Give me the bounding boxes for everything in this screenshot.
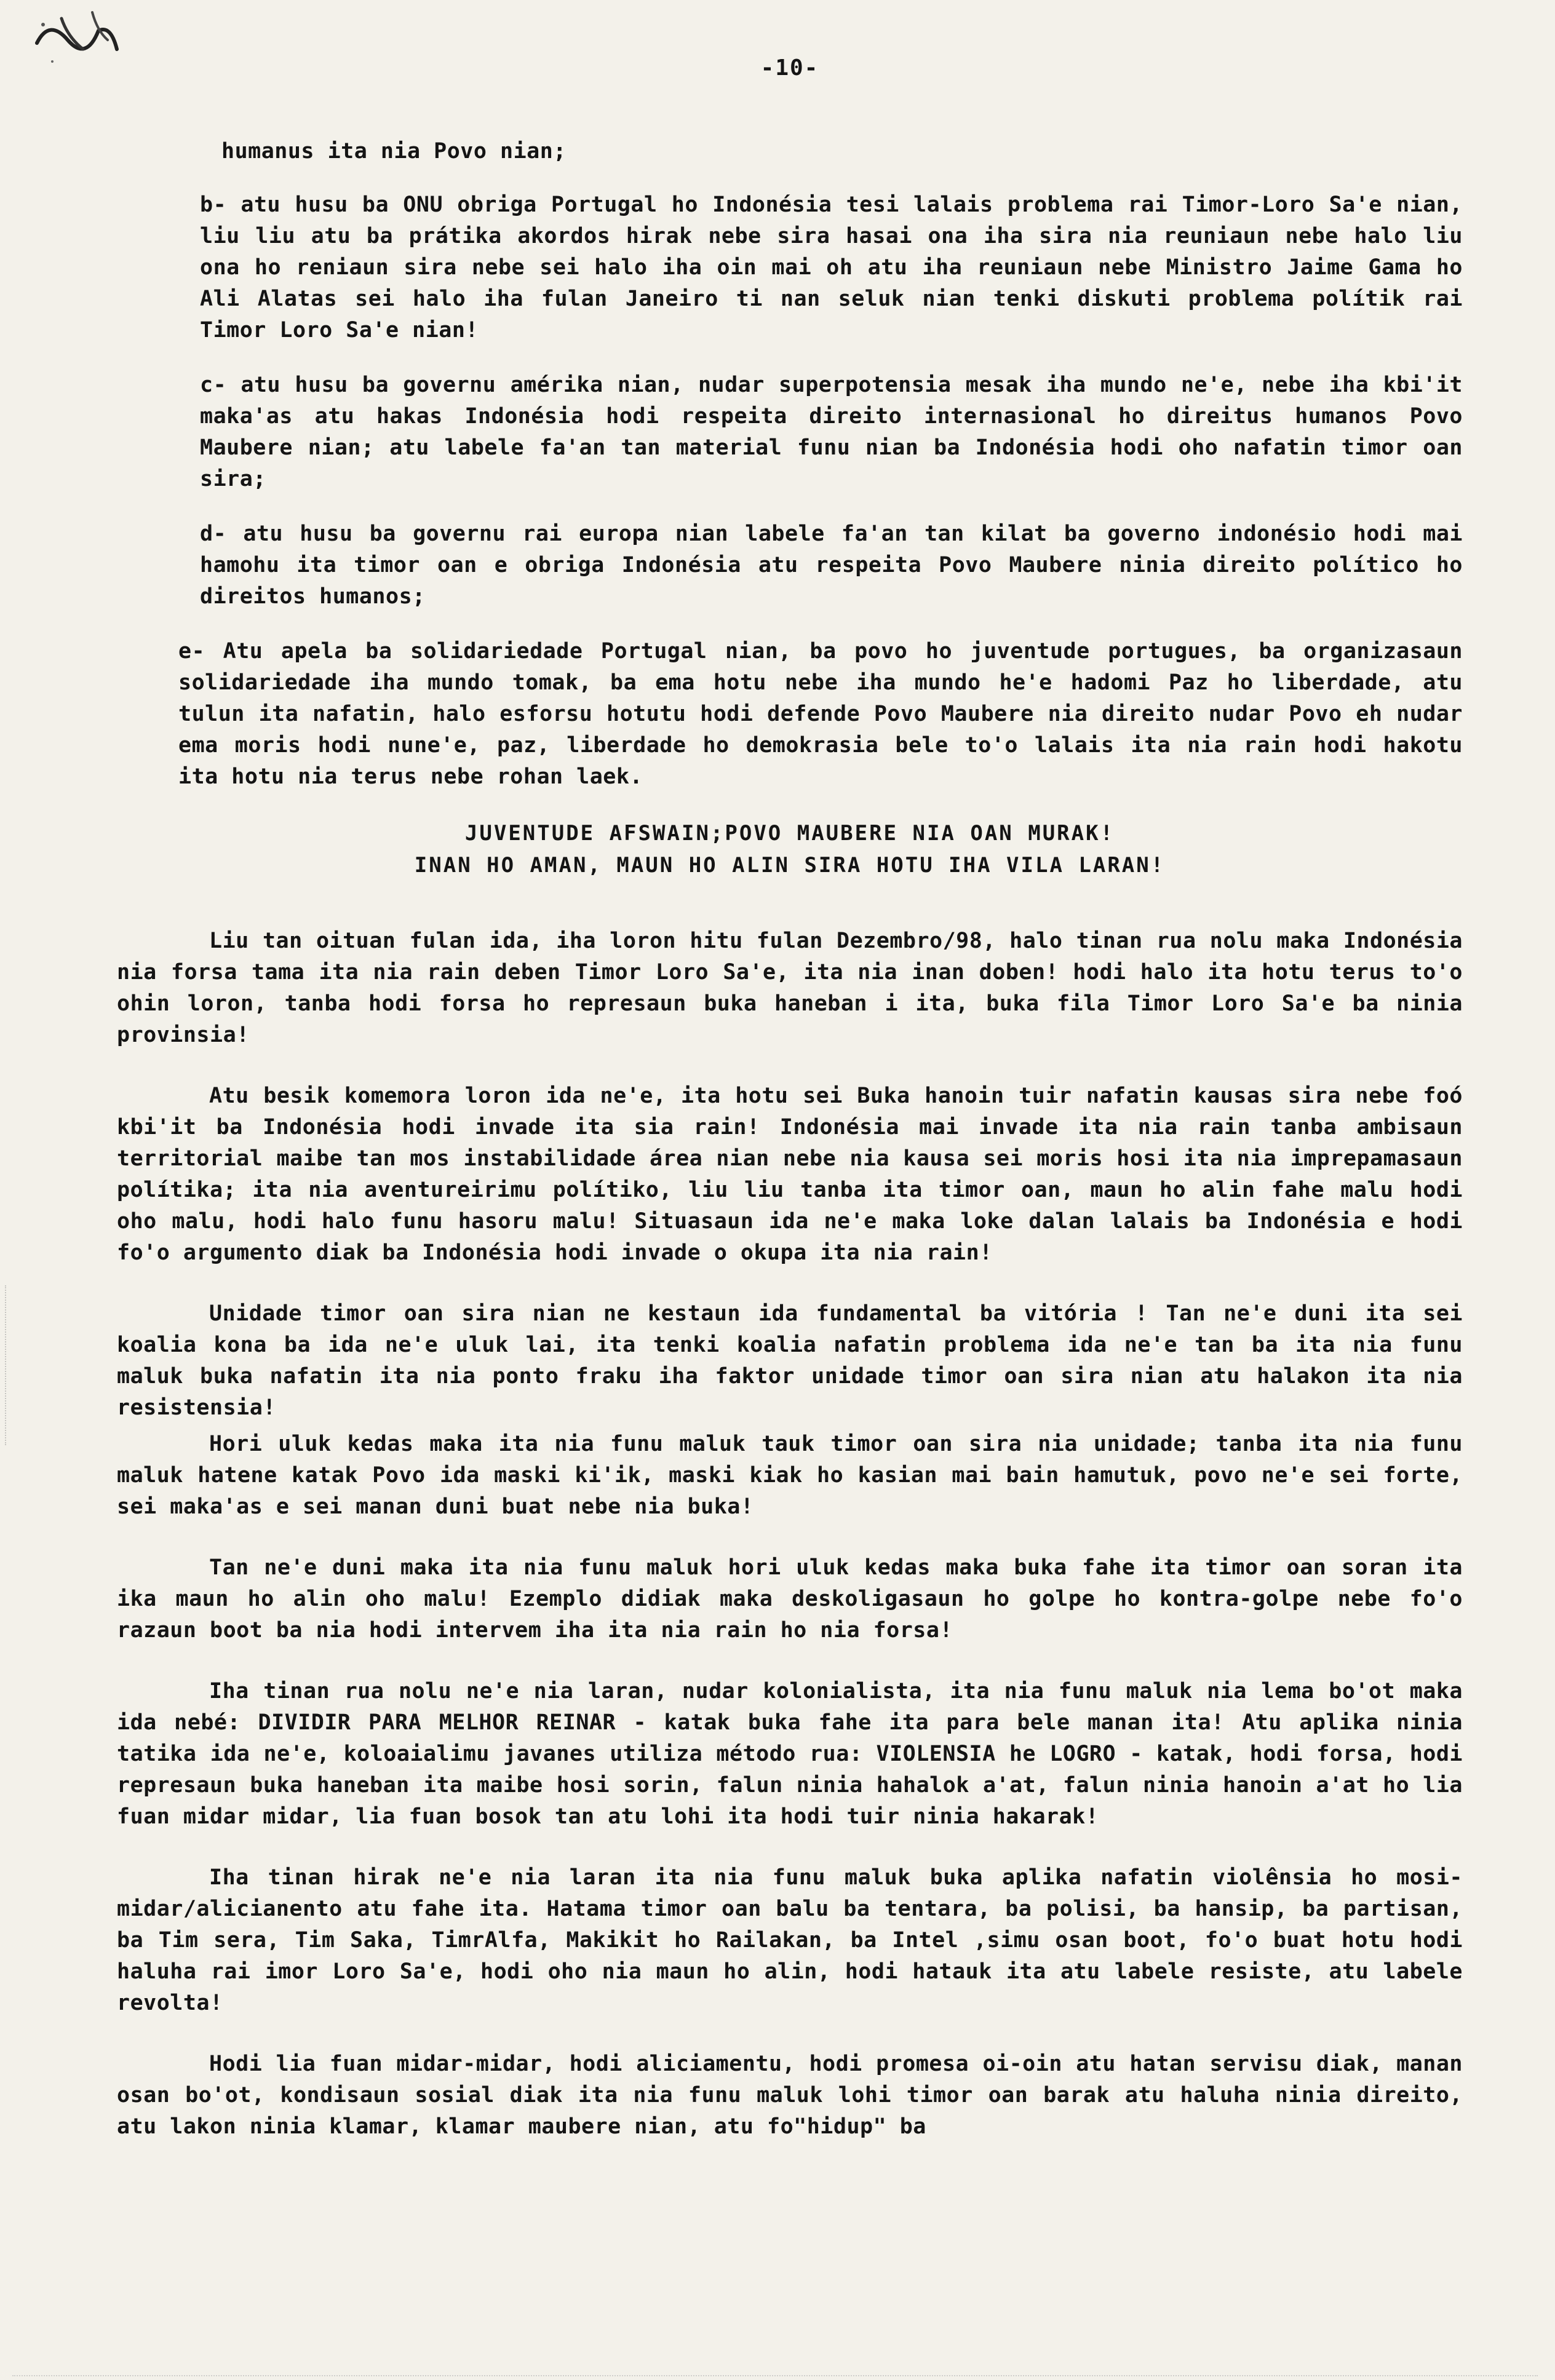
- heading-line-2: INAN HO AMAN, MAUN HO ALIN SIRA HOTU IHA VILA LARAN!: [414, 853, 1166, 878]
- body-paragraph-5: Tan ne'e duni maka ita nia funu maluk hori uluk kedas maka buka fahe ita timor oan soran ita ika maun ho alin oho malu! Ezemplo didiak maka deskoligasaun ho golpe ho kontra-golpe nebe fo'o razaun boot ba nia hodi intervem iha ita nia rain ho nia forsa!: [117, 1555, 1463, 1643]
- body-paragraph-1: Liu tan oituan fulan ida, iha loron hitu fulan Dezembro/98, halo tinan rua nolu maka Indonésia nia forsa tama ita nia rain deben Timor Loro Sa'e, ita nia inan doben! hodi halo ita hotu terus to'o ohin loron, tanba hodi forsa ho represaun buka haneban i ita, buka fila Timor Loro Sa'e ba ninia provinsia!: [117, 929, 1463, 1047]
- intro-line: humanus ita nia Povo nian;: [221, 139, 567, 164]
- handwritten-ink-mark-icon: [25, 6, 135, 74]
- scan-edge-speckle: [5, 1285, 43, 1445]
- list-item-c: c- atu husu ba governu amérika nian, nudar superpotensia mesak iha mundo ne'e, nebe iha kbi'it maka'as atu hakas Indonésia hodi respeita direito internasional ho direitus humanos Povo Maubere nian; atu labele fa'an tan material funu nian ba Indonésia hodi oho nafatin timor oan sira;: [200, 373, 1463, 491]
- list-item-e: e- Atu apela ba solidariedade Portugal nian, ba povo ho juventude portugues, ba organizasaun solidariedade iha mundo tomak, ba ema hotu nebe iha mundo he'e hadomi Paz ho liberdade, atu tulun ita nafatin, halo esforsu hotutu hodi defende Povo Maubere nia direito nudar Povo eh nudar ema moris hodi nune'e, paz, liberdade ho demokrasia bele to'o lalais ita nia rain hodi hakotu ita hotu nia terus nebe rohan laek.: [178, 639, 1463, 789]
- body-paragraph-2: Atu besik komemora loron ida ne'e, ita hotu sei Buka hanoin tuir nafatin kausas sira nebe foó kbi'it ba Indonésia hodi invade ita sia rain! Indonésia mai invade ita nia rain tanba ambisaun territorial maibe tan mos instabilidade área nian nebe nia kausa sei moris hosi ita nia imprepamasaun polítika; ita nia aventureirimu polítiko, liu liu tanba ita timor oan, maun ho alin fahe malu hodi oho malu, hodi halo funu hasoru malu! Situasaun ida ne'e maka loke dalan lalais ba Indonésia e hodi fo'o argumento diak ba Indonésia hodi invade o okupa ita nia rain!: [117, 1084, 1463, 1265]
- body-paragraph-3: Unidade timor oan sira nian ne kestaun ida fundamental ba vitória ! Tan ne'e duni ita sei koalia kona ba ida ne'e uluk lai, ita tenki koalia nafatin problema ida ne'e tan ba ita nia funu maluk buka nafatin ita nia ponto fraku iha faktor unidade timor oan sira nian atu halakon ita nia resistensia!: [117, 1301, 1463, 1420]
- list-item-b: b- atu husu ba ONU obriga Portugal ho Indonésia tesi lalais problema rai Timor-Loro Sa'e nian, liu liu atu ba prátika akordos hirak nebe sira hasai ona iha sira nia reuniaun nebe halo liu ona ho reniaun sira nebe sei halo iha oin mai oh atu iha reuniaun nebe Ministro Jaime Gama ho Ali Alatas sei halo iha fulan Janeiro ti nan seluk nian tenki diskuti problema polítik rai Timor Loro Sa'e nian!: [200, 192, 1463, 343]
- section-heading: [117, 817, 1463, 881]
- body-paragraph-7: Iha tinan hirak ne'e nia laran ita nia funu maluk buka aplika nafatin violênsia ho mosi-midar/alicianento atu fahe ita. Hatama timor oan balu ba tentara, ba polisi, ba hansip, ba partisan, ba Tim sera, Tim Saka, TimrAlfa, Makikit ho Railakan, ba Intel ,simu osan boot, fo'o buat hotu hodi haluha rai imor Loro Sa'e, hodi oho nia maun ho alin, hodi hatauk ita atu labele resiste, atu labele revolta!: [117, 1865, 1463, 2015]
- body-paragraph-4: Hori uluk kedas maka ita nia funu maluk tauk timor oan sira nia unidade; tanba ita nia funu maluk hatene katak Povo ida maski ki'ik, maski kiak ho kasian mai bain hamutuk, povo ne'e sei forte, sei maka'as e sei manan duni buat nebe nia buka!: [117, 1432, 1463, 1519]
- heading-line-1: JUVENTUDE AFSWAIN;POVO MAUBERE NIA OAN MURAK!: [464, 821, 1115, 846]
- body-paragraph-8: Hodi lia fuan midar-midar, hodi aliciamentu, hodi promesa oi-oin atu hatan servisu diak, manan osan bo'ot, kondisaun sosial diak ita nia funu maluk lohi timor oan barak atu haluha ninia direito, atu lakon ninia klamar, klamar maubere nian, atu fo"hidup" ba: [117, 2052, 1463, 2139]
- body-paragraph-6: Iha tinan rua nolu ne'e nia laran, nudar kolonialista, ita nia funu maluk nia lema bo'ot maka ida nebé: DIVIDIR PARA MELHOR REINAR - katak buka fahe ita para bele manan ita! Atu aplika ninia tatika ida ne'e, koloaialimu javanes utiliza método rua: VIOLENSIA he LOGRO - katak, hodi forsa, hodi represaun buka haneban ita maibe hosi sorin, falun ninia hahalok a'at, falun ninia hanoin a'at ho lia fuan midar midar, lia fuan bosok tan atu lohi ita hodi tuir ninia hakarak!: [117, 1679, 1463, 1829]
- page-number: -10-: [760, 55, 819, 81]
- scan-bottom-noise: [12, 2373, 1538, 2376]
- list-item-d: d- atu husu ba governu rai europa nian labele fa'an tan kilat ba governo indonésio hodi mai hamohu ita timor oan e obriga Indonésia atu respeita Povo Maubere ninia direito político ho direitos humanos;: [200, 522, 1463, 609]
